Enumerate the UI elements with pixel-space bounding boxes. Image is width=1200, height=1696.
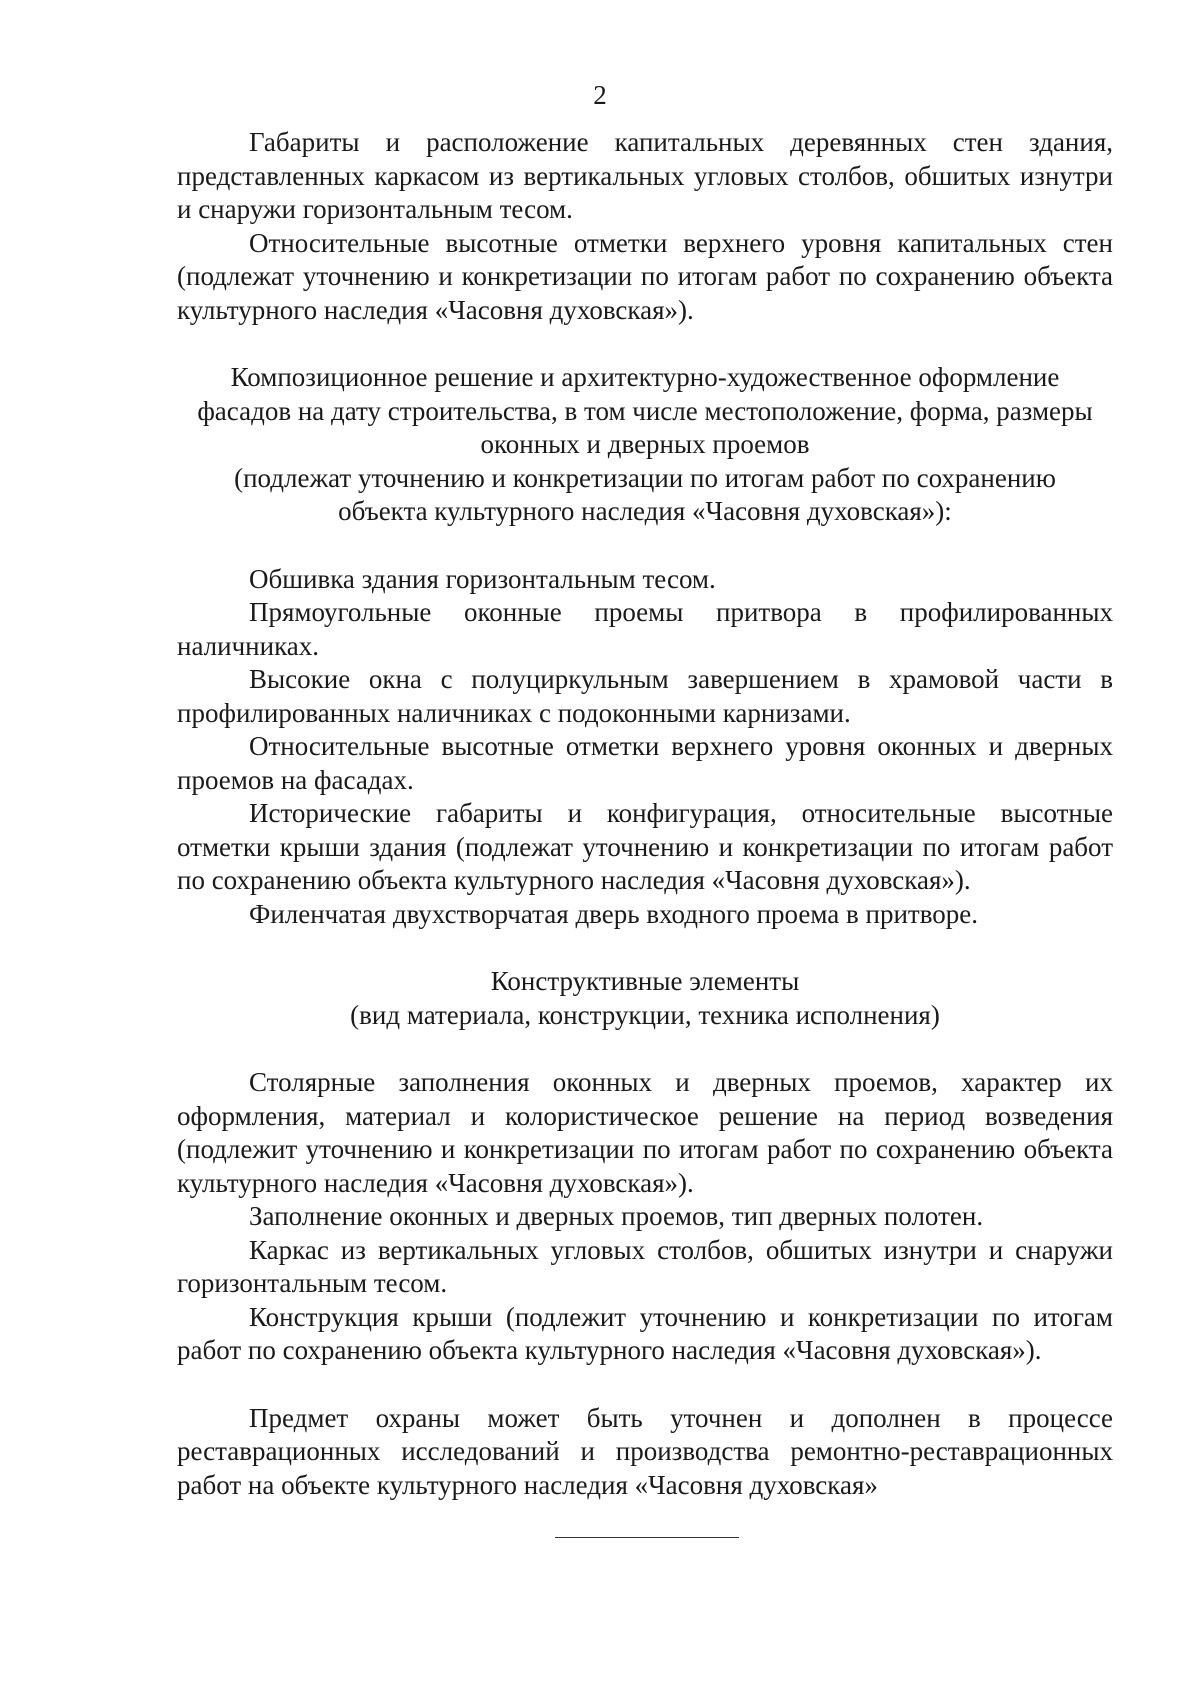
- paragraph: Габариты и расположение капитальных деревянных стен здания, представленных каркасом из вертикальных угловых столбов, обшитых изнутри и снаружи горизонтальным тесом.: [177, 127, 1113, 224]
- heading-line: объекта культурного наследия «Часовня духовская»):: [338, 496, 952, 526]
- end-of-document-rule: [555, 1537, 739, 1538]
- paragraph: Конструкция крыши (подлежит уточнению и конкретизации по итогам работ по сохранению объекта культурного наследия «Часовня духовская»).: [177, 1301, 1113, 1365]
- paragraph: Каркас из вертикальных угловых столбов, обшитых изнутри и снаружи горизонтальным тесом.: [177, 1234, 1113, 1298]
- heading-line: Конструктивные элементы: [490, 966, 800, 996]
- paragraph: Относительные высотные отметки верхнего уровня капитальных стен (подлежат уточнению и конкретизации по итогам работ по сохранению объекта культурного наследия «Часовня духовская»).: [177, 227, 1113, 325]
- heading-line: оконных и дверных проемов: [480, 429, 810, 459]
- section-heading-facades: [177, 361, 1113, 529]
- page-number: 2: [593, 80, 607, 110]
- heading-line: (подлежат уточнению и конкретизации по итогам работ по сохранению: [234, 462, 1056, 493]
- paragraph: Прямоугольные оконные проемы притвора в профилированных наличниках.: [177, 597, 1113, 661]
- paragraph: Обшивка здания горизонтальным тесом.: [249, 563, 716, 594]
- closing-paragraph: Предмет охраны может быть уточнен и дополнен в процессе реставрационных исследований и производства ремонтно-реставрационных работ на объекте культурного наследия «Часовня духовская»: [177, 1402, 1113, 1500]
- document-body: [177, 126, 1113, 1502]
- heading-line: Композиционное решение и архитектурно-художественное оформление: [230, 362, 1060, 392]
- paragraph: Заполнение оконных и дверных проемов, тип дверных полотен.: [249, 1201, 984, 1231]
- section-heading-structural-elements: [177, 965, 1113, 1032]
- paragraph: Исторические габариты и конфигурация, относительные высотные отметки крыши здания (подлежат уточнению и конкретизации по итогам работ по сохранению объекта культурного наследия «Часовня духовская»).: [177, 798, 1113, 895]
- paragraph: Филенчатая двухстворчатая дверь входного проема в притворе.: [249, 898, 978, 929]
- paragraph: Высокие окна с полуциркульным завершением в храмовой части в профилированных наличниках с подоконными карнизами.: [177, 664, 1113, 728]
- paragraph: Столярные заполнения оконных и дверных проемов, характер их оформления, материал и колористическое решение на период возведения (подлежит уточнению и конкретизации по итогам работ по сохранению объекта культурного наследия «Часовня духовская»).: [177, 1067, 1113, 1198]
- heading-line: фасадов на дату строительства, в том числе местоположение, форма, размеры: [197, 395, 1093, 426]
- heading-line: (вид материала, конструкции, техника исполнения): [350, 999, 940, 1030]
- paragraph: Относительные высотные отметки верхнего уровня оконных и дверных проемов на фасадах.: [177, 731, 1113, 795]
